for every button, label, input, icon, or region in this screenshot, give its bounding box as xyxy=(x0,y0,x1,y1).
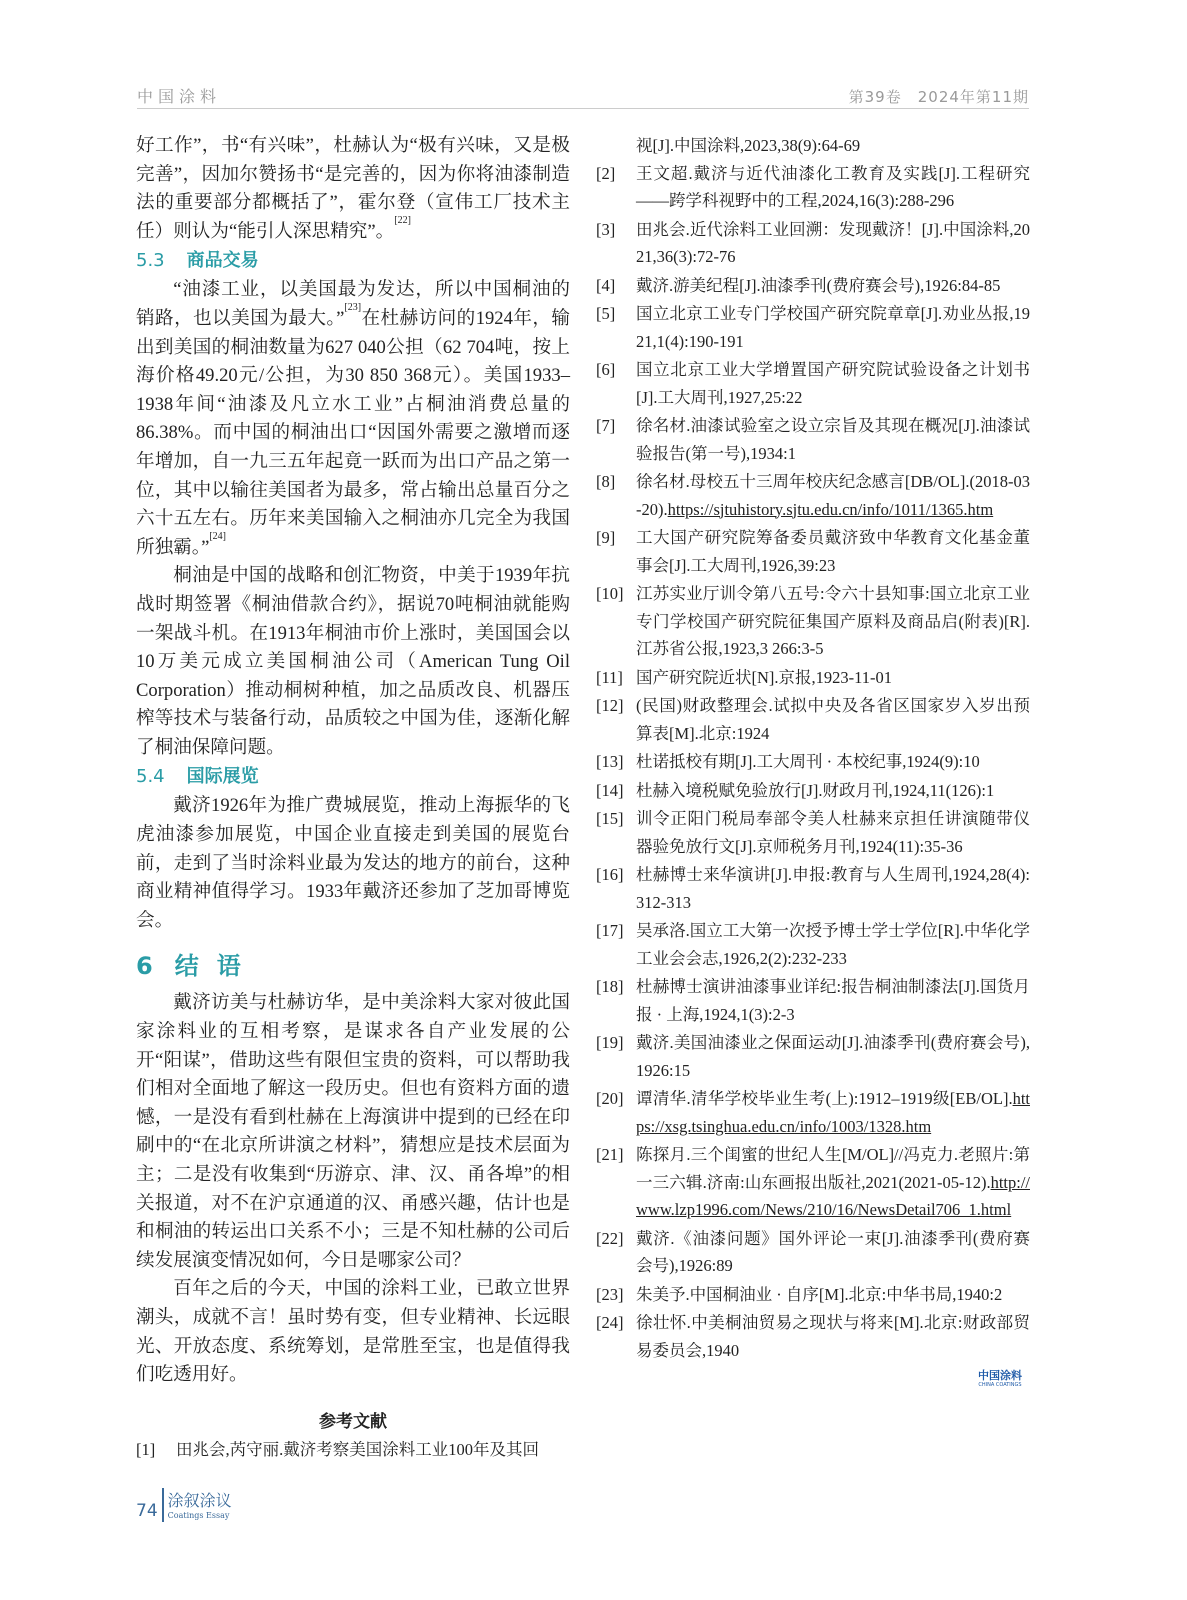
paragraph: 戴济访美与杜赫访华，是中美涂料大家对彼此国家涂料业的互相考察，是谋求各自产业发展的公开“阳谋”，借助这些有限但宝贵的资料，可以帮助我们相对全面地了解这一段历史。但也有资料方面的遗憾，一是没有看到杜赫在上海演讲中提到的已经在印刷中的“在北京所讲演之材料”，猜想应是技术层面为主；二是没有收集到“历游京、津、汉、甬各埠”的相关报道，对不在沪京通道的汉、甬感兴趣，估计也是和桐油的转运出口关系不小；三是不知杜赫的公司后续发展演变情况如何，今日是哪家公司？ xyxy=(136,992,570,1271)
reference-link[interactable]: https://xsg.tsinghua.edu.cn/info/1003/1328.htm xyxy=(636,1089,1030,1136)
reference-item: [11] 国产研究院近状[N].京报,1923-11-01 xyxy=(596,667,893,687)
reference-item: [4] 戴济.游美纪程[J].油漆季刊(费府赛会号),1926:84-85 xyxy=(596,275,1001,295)
section-heading-5-4: 5.4 国际展览 xyxy=(136,766,259,788)
reference-item: [20] 谭清华.清华学校毕业生考(上):1912–1919级[EB/OL].https://xsg.tsinghua.edu.cn/info/1003/1328.htm xyxy=(596,1089,1030,1136)
reference-item: [21] 陈探月.三个闺蜜的世纪人生[M/OL]//冯克力.老照片:第一三六辑.济南:山东画报出版社,2021(2021-05-12).http://www.lzp1996.com/News/210/16/NewsDetail706_1.html xyxy=(596,1145,1030,1219)
journal-name: 中国涂料 xyxy=(137,87,222,106)
reference-item: [24] 徐壮怀.中美桐油贸易之现状与将来[M].北京:财政部贸易委员会,1940 xyxy=(596,1313,1030,1360)
reference-item: [8] 徐名材.母校五十三周年校庆纪念感言[DB/OL].(2018-03-20).https://sjtuhistory.sjtu.edu.cn/info/1011/1365.htm xyxy=(596,472,1030,519)
reference-item: [6] 国立北京工业大学增置国产研究院试验设备之计划书[J].工大周刊,1927,25:22 xyxy=(596,360,1030,407)
reference-item: [19] 戴济.美国油漆业之保面运动[J].油漆季刊(费府赛会号),1926:15 xyxy=(596,1033,1030,1080)
reference-item: [7] 徐名材.油漆试验室之设立宗旨及其现在概况[J].油漆试验报告(第一号),1934:1 xyxy=(596,416,1030,463)
citation: [22] xyxy=(394,214,411,226)
column-name-en: Coatings Essay xyxy=(167,1511,230,1520)
references-heading: 参考文献 xyxy=(319,1411,387,1431)
reference-item: [12] (民国)财政整理会.试拟中央及各省区国家岁入岁出预算表[M].北京:1924 xyxy=(596,696,1030,743)
reference-item: [15] 训令正阳门税局奉部令美人杜赫来京担任讲演随带仪器验免放行文[J].京师税务月刊,1924(11):35-36 xyxy=(596,809,1030,856)
paragraph: “油漆工业，以美国最为发达，所以中国桐油的销路，也以美国为最大。”[23]在杜赫访问的1924年，输出到美国的桐油数量为627 040公担（62 704吨，按上海价格49.20元/公担，为30 850 368元）。美国1933–1938年间“油漆及凡立水工业”占桐油消费总量的86.38%。而中国的桐油出口“因国外需要之激增而逐年增加，自一九三五年起竟一跃而为出口产品之第一位，其中以输往美国者为最多，常占输出总量百分之六十五左右。历年来美国输入之桐油亦几完全为我国所独霸。”[24] xyxy=(136,279,570,558)
left-column xyxy=(136,132,570,1464)
paragraph: 百年之后的今天，中国的涂料工业，已敢立世界潮头，成就不言！虽时势有变，但专业精神、长远眼光、开放态度、系统筹划，是常胜至宝，也是值得我们吃透用好。 xyxy=(136,1278,570,1386)
citation: [24] xyxy=(209,530,226,542)
section-heading-5-3: 5.3 商品交易 xyxy=(136,250,259,272)
reference-continuation: 视[J].中国涂料,2023,38(9):64-69 xyxy=(636,136,861,155)
reference-item: [16] 杜赫博士来华演讲[J].申报:教育与人生周刊,1924,28(4):312-313 xyxy=(596,865,1030,912)
reference-item: [5] 国立北京工业专门学校国产研究院章章[J].劝业丛报,1921,1(4):190-191 xyxy=(596,304,1030,351)
reference-item: [18] 杜赫博士演讲油漆事业详纪:报告桐油制漆法[J].国货月报 · 上海,1924,1(3):2-3 xyxy=(596,977,1030,1024)
page-number: 74 xyxy=(136,1501,158,1521)
reference-link[interactable]: http://www.lzp1996.com/News/210/16/NewsDetail706_1.html xyxy=(636,1172,1030,1219)
column-name: 涂叙涂议 xyxy=(167,1491,232,1510)
citation: [23] xyxy=(344,301,362,313)
reference-item: [22] 戴济.《油漆问题》国外评论一束[J].油漆季刊(费府赛会号),1926:89 xyxy=(596,1228,1030,1275)
footer xyxy=(136,1488,232,1522)
section-heading-6: 6 结语 xyxy=(136,952,259,981)
reference-link[interactable]: https://sjtuhistory.sjtu.edu.cn/info/1011/1365.htm xyxy=(667,499,994,519)
issue-info: 第39卷 2024年第11期 xyxy=(848,88,1029,106)
reference-item: [1] 田兆会,芮守丽.戴济考察美国涂料工业100年及其回 xyxy=(136,1439,539,1459)
footer-divider xyxy=(162,1488,164,1522)
paragraph: 好工作”，书“有兴味”，杜赫认为“极有兴味，又是极完善”，因加尔赞扬书“是完善的，因为你将油漆制造法的重要部分都概括了”，霍尔登（宣伟工厂技术主任）则认为“能引人深思精究”。[22] xyxy=(136,135,570,242)
reference-item: [14] 杜赫入境税赋免验放行[J].财政月刊,1924,11(126):1 xyxy=(596,780,995,800)
reference-item: [23] 朱美予.中国桐油业 · 自序[M].北京:中华书局,1940:2 xyxy=(596,1284,1003,1304)
header-divider xyxy=(137,108,1029,109)
reference-item: [3] 田兆会.近代涂料工业回溯：发现戴济！[J].中国涂料,2021,36(3):72-76 xyxy=(596,219,1030,266)
paragraph: 桐油是中国的战略和创汇物资，中美于1939年抗战时期签署《桐油借款合约》，据说70吨桐油就能购一架战斗机。在1913年桐油市价上涨时，美国国会以10万美元成立美国桐油公司（American Tung Oil Corporation）推动桐树种植，加之品质改良、机器压榨等技术与装备行动，品质较之中国为佳，逐渐化解了桐油保障问题。 xyxy=(136,565,570,758)
paragraph: 戴济1926年为推广费城展览，推动上海振华的飞虎油漆参加展览，中国企业直接走到美国的展览台前，走到了当时涂料业最为发达的地方的前台，这种商业精神值得学习。1933年戴济还参加了芝加哥博览会。 xyxy=(136,795,570,931)
reference-item: [17] 吴承洛.国立工大第一次授予博士学士学位[R].中华化学工业会会志,1926,2(2):232-233 xyxy=(596,921,1030,968)
reference-item: [10] 江苏实业厅训令第八五号:令六十县知事:国立北京工业专门学校国产研究院征集国产原料及商品启(附表)[R].江苏省公报,1923,3 266:3-5 xyxy=(596,584,1030,658)
reference-item: [13] 杜诺抵校有期[J].工大周刊 · 本校纪事,1924(9):10 xyxy=(596,752,980,771)
reference-item: [2] 王文超.戴济与近代油漆化工教育及实践[J].工程研究——跨学科视野中的工程,2024,16(3):288-296 xyxy=(596,163,1030,210)
reference-item: [9] 工大国产研究院筹备委员戴济致中华教育文化基金董事会[J].工大周刊,1926,39:23 xyxy=(596,528,1030,575)
right-column xyxy=(596,132,1030,1389)
china-coatings-logo: 中国涂料 CHINA COATINGS xyxy=(978,1369,1022,1388)
